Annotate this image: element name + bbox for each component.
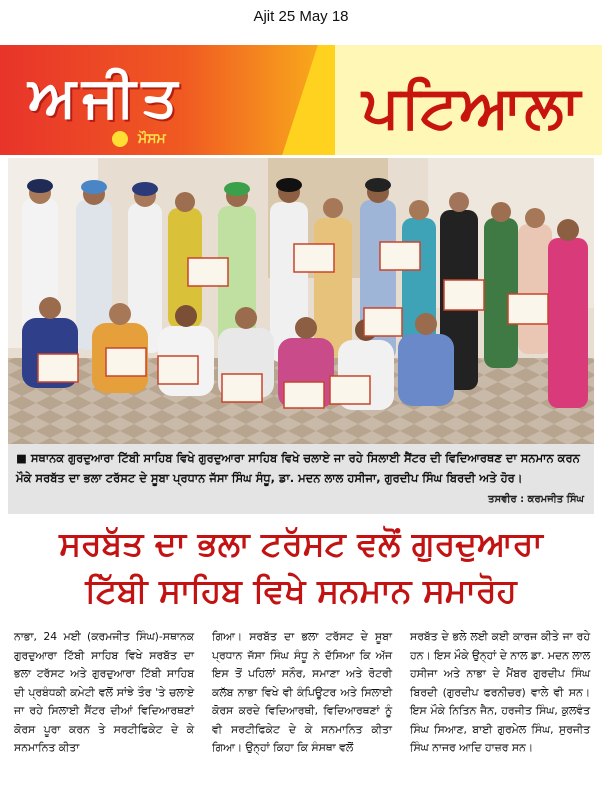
photo-credit: ਤਸਵੀਰ : ਕਰਮਜੀਤ ਸਿੰਘ: [488, 494, 584, 505]
masthead: [0, 45, 602, 155]
edition-line: Ajit 25 May 18: [253, 8, 349, 25]
article-body: [14, 628, 592, 793]
weather-label: ਮੌਸਮ: [138, 131, 166, 147]
article-column-2: ਗਿਆ। ਸਰਬੱਤ ਦਾ ਭਲਾ ਟਰੱਸਟ ਦੇ ਸੂਬਾ ਪ੍ਰਧਾਨ ਜੱਸਾ ਸਿੰਘ ਸੰਧੂ ਨੇ ਦੱਸਿਆ ਕਿ ਅੱਜ ਇਸ ਤੋਂ ਪਹਿਲਾਂ ਸਨੌਰ, ਸਮਾਣਾ ਅਤੇ ਰੋਟਰੀ ਕਲੱਬ ਨਾਭਾ ਵਿਖੇ ਵੀ ਕੰਪਿਊਟਰ ਅਤੇ ਸਿਲਾਈ ਕੋਰਸ ਕਰਦੇ ਵਿਦਿਆਰਥੀ, ਵਿਦਿਆਰਥਣਾਂ ਨੂੰ ਵੀ ਸਰਟੀਫਿਕੇਟ ਦੇ ਕੇ ਸਨਮਾਨਿਤ ਕੀਤਾ ਗਿਆ। ਉਨ੍ਹਾਂ ਕਿਹਾ ਕਿ ਸੰਸਥਾ ਵਲੋਂ: [212, 630, 392, 754]
article-headline: [8, 520, 594, 614]
headline-line-1: ਸਰਬੱਤ ਦਾ ਭਲਾ ਟਰੱਸਟ ਵਲੋਂ ਗੁਰਦੁਆਰਾ: [59, 524, 543, 563]
city-section-title: ਪਟਿਆਲਾ: [362, 73, 583, 141]
article-column-1: ਨਾਭਾ, 24 ਮਈ (ਕਰਮਜੀਤ ਸਿੰਘ)-ਸਥਾਨਕ ਗੁਰਦੁਆਰਾ ਟਿੱਬੀ ਸਾਹਿਬ ਵਿਖੇ ਸਰਬੱਤ ਦਾ ਭਲਾ ਟਰੱਸਟ ਅਤੇ ਗੁਰਦੁਆਰਾ ਟਿੱਬੀ ਸਾਹਿਬ ਦੀ ਪ੍ਰਬੰਧਕੀ ਕਮੇਟੀ ਵਲੋਂ ਸਾਂਝੇ ਤੌਰ 'ਤੇ ਚਲਾਏ ਜਾ ਰਹੇ ਸਿਲਾਈ ਸੈਂਟਰ ਦੀਆਂ ਵਿਦਿਆਰਥਣਾਂ ਕੋਰਸ ਪੂਰਾ ਕਰਨ ਤੇ ਸਰਟੀਫਿਕੇਟ ਦੇ ਕੇ ਸਨਮਾਨਿਤ ਕੀਤਾ: [14, 630, 194, 754]
photo-caption: [8, 444, 594, 514]
group-photo-illustration: [8, 158, 594, 444]
sun-icon: [112, 131, 128, 147]
newspaper-logo: ਅਜੀਤ: [28, 65, 184, 130]
news-photo: [8, 158, 594, 444]
caption-text: ■ ਸਥਾਨਕ ਗੁਰਦੁਆਰਾ ਟਿੱਬੀ ਸਾਹਿਬ ਵਿਖੇ ਗੁਰਦੁਆਰਾ ਸਾਹਿਬ ਵਿਖੇ ਚਲਾਏ ਜਾ ਰਹੇ ਸਿਲਾਈ ਸੈਂਟਰ ਦੀ ਵਿਦਿਆਰਥਣ ਦਾ ਸਨਮਾਨ ਕਰਨ ਮੌਕੇ ਸਰਬੱਤ ਦਾ ਭਲਾ ਟਰੱਸਟ ਦੇ ਸੂਬਾ ਪ੍ਰਧਾਨ ਜੱਸਾ ਸਿੰਘ ਸੰਧੂ, ਡਾ. ਮਦਨ ਲਾਲ ਹਸੀਜਾ, ਗੁਰਦੀਪ ਸਿੰਘ ਬਿਰਦੀ ਅਤੇ ਹੋਰ।: [16, 451, 580, 485]
headline-line-2: ਟਿੱਬੀ ਸਾਹਿਬ ਵਿਖੇ ਸਨਮਾਨ ਸਮਾਰੋਹ: [85, 571, 517, 610]
article-column-3: ਸਰਬੱਤ ਦੇ ਭਲੇ ਲਈ ਕਈ ਕਾਰਜ ਕੀਤੇ ਜਾ ਰਹੇ ਹਨ। ਇਸ ਮੌਕੇ ਉਨ੍ਹਾਂ ਦੇ ਨਾਲ ਡਾ. ਮਦਨ ਲਾਲ ਹਸੀਜਾ ਅਤੇ ਨਾਭਾ ਦੇ ਮੈਂਬਰ ਗੁਰਦੀਪ ਸਿੰਘ ਬਿਰਦੀ (ਗੁਰਦੀਪ ਫਰਨੀਚਰ) ਵਾਲੇ ਵੀ ਸਨ। ਇਸ ਮੌਕੇ ਨਿਤਿਨ ਜੈਨ, ਹਰਜੀਤ ਸਿੰਘ, ਕੁਲਵੰਤ ਸਿੰਘ ਸਿਆਣ, ਬਾਈ ਗੁਰਮੇਲ ਸਿੰਘ, ਸੁਰਜੀਤ ਸਿੰਘ ਨਾਜਰ ਆਦਿ ਹਾਜ਼ਰ ਸਨ।: [410, 630, 590, 754]
